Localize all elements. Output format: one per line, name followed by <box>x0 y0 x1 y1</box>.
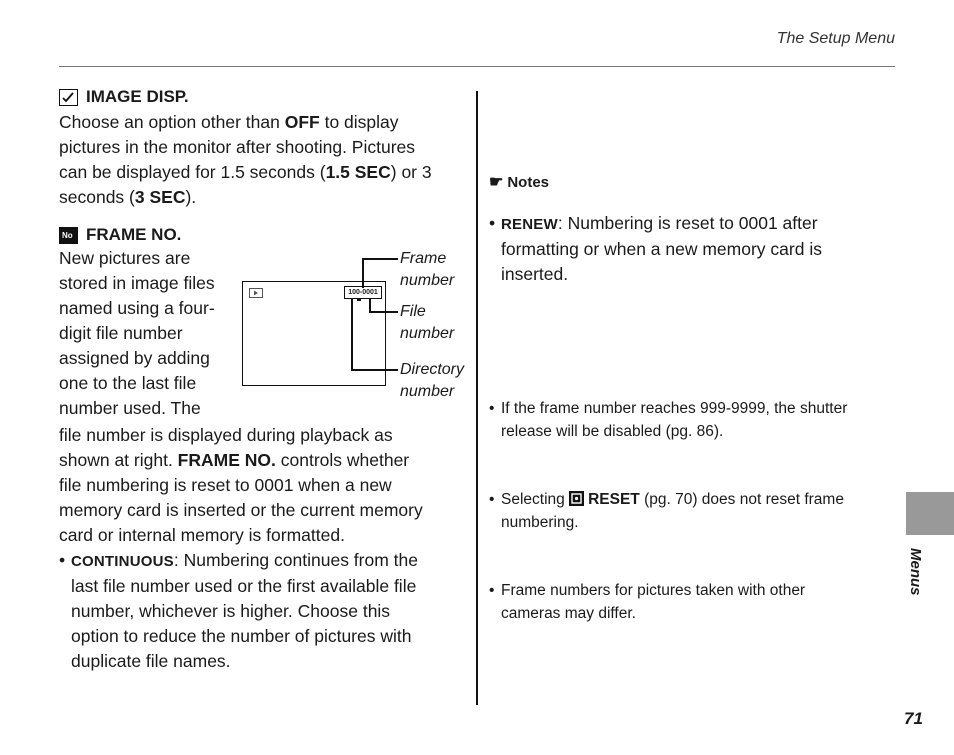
callout-line <box>351 369 398 371</box>
callout-line <box>369 298 371 312</box>
text-line: New pictures are <box>59 248 191 268</box>
note-item: • Selecting RESET (pg. 70) does not reset frame numbering. <box>489 488 901 534</box>
notes-heading <box>489 172 549 192</box>
callout-line <box>362 258 398 260</box>
renew-bullet <box>489 211 901 287</box>
frame-no-icon <box>59 227 78 244</box>
text-line: formatting or when a new memory card is <box>501 239 822 259</box>
pointing-hand-icon: ☛ <box>489 174 504 191</box>
text-line: can be displayed for 1.5 seconds (1.5 SEC) or 3 <box>59 162 432 182</box>
note-item: • Frame numbers for pictures taken with other cameras may differ. <box>489 579 901 625</box>
file-number-readout: 100-0001 <box>344 286 382 299</box>
text-line: • RENEW: Numbering is reset to 0001 after <box>501 213 818 233</box>
reset-icon <box>569 491 584 506</box>
text-line: shown at right. FRAME NO. controls whether <box>59 450 410 470</box>
text-line: duplicate file names. <box>71 651 231 671</box>
text-line: Choose an option other than OFF to display <box>59 112 399 132</box>
text-line: inserted. <box>501 264 569 284</box>
text-line: pictures in the monitor after shooting. Pictures <box>59 137 416 157</box>
callout-line <box>351 298 353 370</box>
svg-text:No: No <box>62 230 73 240</box>
play-mode-icon <box>249 288 263 298</box>
text-line: memory card is inserted or the current memory <box>59 500 423 520</box>
page-number: 71 <box>904 709 923 728</box>
directory-number-label: Directory number <box>400 361 465 400</box>
text-line: file numbering is reset to 0001 when a new <box>59 475 392 495</box>
frame-number-label: Frame number <box>400 250 455 289</box>
note-item: • If the frame number reaches 999-9999, the shutter release will be disabled (pg. 86). <box>489 397 901 443</box>
text-line: stored in image files <box>59 273 215 293</box>
frame-no-full-text <box>59 423 469 548</box>
continuous-bullet <box>59 548 476 674</box>
frame-no-title: FRAME NO. <box>86 225 182 244</box>
text-line: number, whichever is higher. Choose this <box>71 601 391 621</box>
image-disp-icon <box>59 89 78 106</box>
image-disp-paragraph <box>59 110 459 210</box>
text-line: file number is displayed during playback as <box>59 425 393 445</box>
file-number-label: File number <box>400 303 455 342</box>
callout-line <box>369 311 398 313</box>
readout-marker <box>357 298 361 301</box>
text-line: option to reduce the number of pictures with <box>71 626 412 646</box>
callout-line <box>362 258 364 288</box>
text-line: card or internal memory is formatted. <box>59 525 345 545</box>
header-rule <box>59 66 895 67</box>
text-line: number used. The <box>59 398 201 418</box>
side-tab-label: Menus <box>907 548 924 596</box>
column-divider <box>476 91 478 705</box>
image-disp-heading <box>59 87 189 107</box>
text-line: seconds (3 SEC). <box>59 187 197 207</box>
text-line: named using a four- <box>59 298 215 318</box>
notes-title: Notes <box>507 173 550 191</box>
frame-no-heading <box>59 225 181 245</box>
text-line: • CONTINUOUS: Numbering continues from the <box>71 550 418 570</box>
frame-no-wrap-text <box>59 246 239 421</box>
text-line: digit file number <box>59 323 183 343</box>
text-line: last file number used or the first available file <box>71 576 417 596</box>
text-line: one to the last file <box>59 373 197 393</box>
running-header: The Setup Menu <box>776 30 895 47</box>
section-tab <box>906 492 954 535</box>
image-disp-title: IMAGE DISP. <box>86 87 189 106</box>
text-line: assigned by adding <box>59 348 210 368</box>
